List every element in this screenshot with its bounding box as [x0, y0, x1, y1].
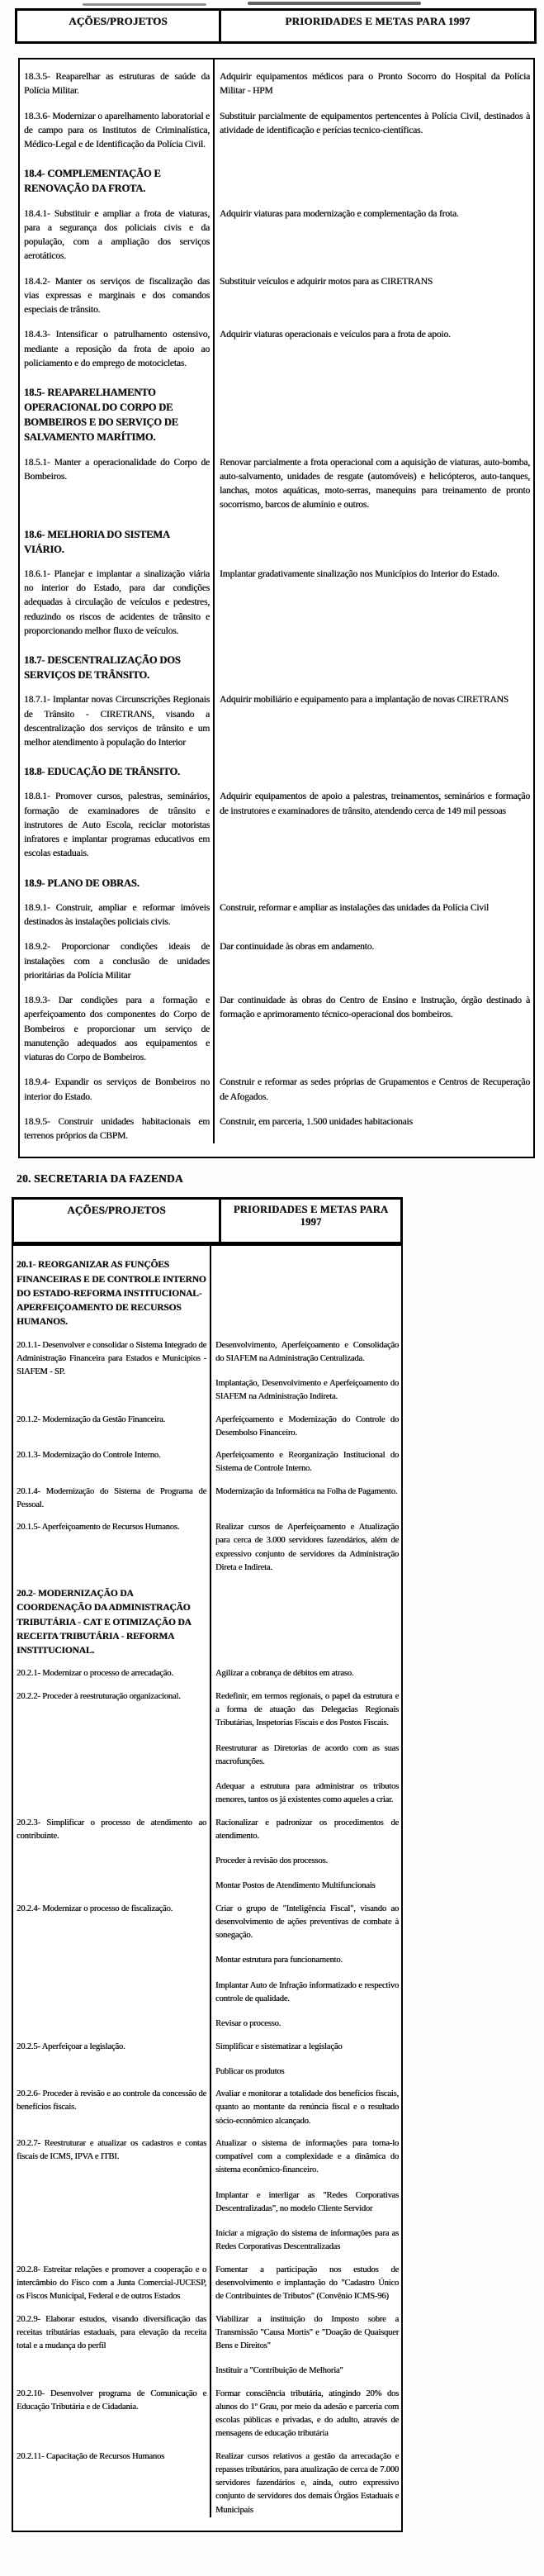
table-row — [20, 891, 533, 930]
meta-paragraph: Implantar gradativamente sinalização nos Municípios do Interior do Estado. — [220, 568, 499, 579]
table-row — [20, 317, 533, 371]
prioridade-meta-cell — [215, 371, 533, 445]
scan-artifact — [83, 3, 206, 6]
acao-projeto-cell — [20, 1065, 215, 1105]
prioridade-meta-cell — [211, 1404, 401, 1441]
acao-item-text: 18.4.3- Intensificar o patrulhamento ostensivo, mediante a reposição da frota de apoio ao policiamento e do emprego de motocicletas. — [24, 330, 210, 368]
acao-item-text: 20.1.4- Modernização do Sistema de Programa de Pessoal. — [17, 1486, 206, 1509]
prioridade-meta-cell — [215, 59, 533, 99]
acao-item-text: 20.2.5- Aperfeiçoar a legislação. — [17, 2041, 125, 2051]
table-row — [13, 1476, 401, 1513]
acao-item-text: 18.4.2- Manter os serviços de fiscalização das vias expressas e marginais e dos comandos especiais de trânsito. — [24, 276, 210, 315]
prioridade-meta-cell — [215, 983, 533, 1065]
acao-item-text: 18.6.1- Planejar e implantar a sinalização viária no interior do Estado, para dar condições adequadas à circulação de veículos e pedestres, reduzindo os riscos de acidentes de trânsito e proporcionando melhor fluxo de veículos. — [24, 568, 210, 636]
table-row — [13, 1404, 401, 1441]
table-row — [20, 152, 533, 196]
acao-projeto-cell — [20, 557, 215, 639]
meta-paragraph: Adquirir equipamentos médicos para o Pronto Socorro do Hospital da Polícia Militar - HPM — [220, 72, 530, 97]
table-row — [20, 750, 533, 779]
meta-paragraph: Implantar e interligar as "Redes Corporativas Descentralizadas", no modelo Cliente Servidor — [215, 2190, 399, 2213]
acao-projeto-cell — [20, 682, 215, 750]
acao-item-text: 20.2.3- Simplificar o processo de atendimento ao contribuinte. — [17, 1818, 206, 1841]
meta-paragraph: Simplificar e sistematizar a legislação — [215, 2041, 343, 2051]
table-row — [20, 557, 533, 639]
prioridade-meta-cell — [215, 99, 533, 153]
table-row — [13, 1894, 401, 2032]
prioridade-meta-cell — [211, 1575, 401, 1658]
meta-paragraph: Instituir a "Contribuição de Melhoria" — [215, 2366, 343, 2376]
acao-item-text: 20.1.2- Modernização da Gestão Financeira. — [17, 1414, 166, 1424]
acao-projeto-cell — [20, 891, 215, 930]
table-row — [20, 862, 533, 891]
prioridade-meta-cell — [215, 891, 533, 930]
table-row — [13, 2304, 401, 2379]
prioridade-meta-cell — [215, 557, 533, 639]
acao-item-text: 20.1.1- Desenvolver e consolidar o Sistema Integrado de Administração Financeira para Estados e Municípios - SIAFEM - SP. — [17, 1340, 206, 1377]
acao-item-text: 20.2.9- Elaborar estudos, visando diversificação das receitas tributárias estaduais, para elevação da receita total e a mudança do perfil — [17, 2314, 206, 2351]
table-row — [13, 1330, 401, 1404]
acao-section-title: 18.5- REAPARELHAMENTO OPERACIONAL DO CORPO DE BOMBEIROS E DO SERVIÇO DE SALVAMENTO MARÍTIMO. — [24, 387, 178, 444]
acao-projeto-cell — [20, 929, 215, 983]
table-row — [13, 2255, 401, 2304]
meta-paragraph: Agilizar a cobrança de débitos em atraso. — [215, 1669, 354, 1679]
prioridade-meta-cell — [215, 779, 533, 861]
acao-projeto-cell — [20, 99, 215, 153]
meta-paragraph: Implantação, Desenvolvimento e Aperfeiçoamento do SIAFEM na Administração Indireta. — [215, 1379, 399, 1402]
meta-paragraph: Adequar a estrutura para administrar os tributos menores, tantos os já existentes como aqueles a criar. — [215, 1782, 399, 1805]
meta-paragraph: Criar o grupo de "Inteligência Fiscal", visando ao desenvolvimento de ações preventivas de combate à sonegação. — [215, 1903, 399, 1941]
table-row — [20, 1105, 533, 1144]
acao-projeto-cell — [13, 1808, 211, 1894]
meta-paragraph: Atualizar o sistema de informações para torna-lo compatível com a complexidade e a dinâmica do sistema econômico-financeiro. — [215, 2138, 399, 2175]
acao-section-title: 20.1- REORGANIZAR AS FUNÇÕES FINANCEIRAS E DE CONTROLE INTERNO DO ESTADO-REFORMA INSTITUCIONAL-APERFEIÇOAMENTO DE RECURSOS HUMANOS. — [17, 1260, 206, 1328]
prioridade-meta-cell — [211, 1512, 401, 1575]
column-header-acoes-projetos: AÇÕES/PROJETOS — [17, 11, 221, 41]
section-heading-secretaria-fazenda: 20. SECRETARIA DA FAZENDA — [17, 1172, 183, 1186]
acao-projeto-cell — [13, 1894, 211, 2032]
scan-artifact — [248, 2, 421, 5]
acao-projeto-cell — [13, 1681, 211, 1808]
prioridade-meta-cell — [211, 1476, 401, 1513]
prioridade-meta-cell — [215, 197, 533, 264]
acao-projeto-cell — [20, 513, 215, 557]
meta-paragraph: Viabilizar a instituição do Imposto sobre a Transmissão "Causa Mortis" e "Doação de Quaisquer Bens e Direitos" — [215, 2314, 399, 2351]
acao-item-text: 20.2.8- Estreitar relações e promover a cooperação e o intercâmbio do Fisco com a Junta Comercial-JUCESP, os Fiscos Municipal, Federal e de outros Estados — [17, 2265, 206, 2302]
acao-item-text: 18.9.4- Expandir os serviços de Bombeiros no interior do Estado. — [24, 1077, 210, 1102]
acao-projeto-cell — [13, 1440, 211, 1476]
table-row — [13, 1512, 401, 1575]
prioridade-meta-cell — [215, 929, 533, 983]
prioridade-meta-cell — [211, 1330, 401, 1404]
acao-projeto-cell — [20, 862, 215, 891]
acao-section-title: 18.8- EDUCAÇÃO DE TRÂNSITO. — [24, 766, 180, 778]
meta-paragraph: Realizar cursos de Aperfeiçoamento e Atualização para cerca de 3.000 servidores fazendários, além de expressivo conjunto de servidores da Administração Direta e Indireta. — [215, 1523, 399, 1572]
meta-paragraph: Construir, em parceria, 1.500 unidades habitacionais — [220, 1116, 413, 1127]
meta-paragraph: Publicar os produtos — [215, 2066, 285, 2076]
meta-paragraph: Fomentar a participação nos estudos de desenvolvimento e implantação do "Cadastro Único de Contribuintes de Tributos" (Convênio ICMS-96) — [215, 2265, 399, 2302]
acao-projeto-cell — [13, 2255, 211, 2304]
meta-paragraph: Adquirir mobiliário e equipamento para a implantação de novas CIRETRANS — [220, 695, 509, 706]
acao-section-title: 18.7- DESCENTRALIZAÇÃO DOS SERVIÇOS DE TRÂNSITO. — [24, 654, 181, 682]
acao-item-text: 20.1.3- Modernização do Controle Interno. — [17, 1451, 161, 1461]
acao-item-text: 18.7.1- Implantar novas Circunscrições Regionais de Trânsito - CIRETRANS, visando a descentralização dos serviços de trânsito e um melhor atendimento à população do Interior — [24, 695, 210, 748]
table-row — [13, 1808, 401, 1894]
table-18-header-row — [15, 8, 537, 44]
acao-item-text: 18.9.5- Construir unidades habitacionais em terrenos próprios da CBPM. — [24, 1116, 210, 1141]
meta-paragraph: Desenvolvimento, Aperfeiçoamento e Consolidação do SIAFEM na Administração Centralizada. — [215, 1340, 399, 1363]
acao-projeto-cell — [13, 1330, 211, 1404]
table-acoes-20 — [12, 1197, 403, 2532]
prioridade-meta-cell — [211, 2079, 401, 2128]
table-row — [20, 929, 533, 983]
column-header-acoes-projetos: AÇÕES/PROJETOS — [14, 1200, 221, 1242]
acao-projeto-cell — [13, 2079, 211, 2128]
meta-paragraph: Dar continuidade às obras do Centro de Ensino e Instrução, órgão destinado à formação e aprimoramento técnico-operacional dos bombeiros. — [220, 996, 530, 1020]
meta-paragraph: Aperfeiçoamento e Modernização do Controle do Desembolso Financeiro. — [215, 1414, 399, 1438]
table-row — [13, 1681, 401, 1808]
acao-item-text: 18.3.6- Modernizar o aparelhamento laboratorial e de campo para os Institutos de Criminalística, Médico-Legal e de Identificação da Polícia Civil. — [24, 111, 210, 150]
meta-paragraph: Substituir veículos e adquirir motos para as CIRETRANS — [220, 276, 433, 287]
acao-item-text: 18.9.2- Proporcionar condições ideais de instalações com a conclusão de unidades prioritárias da Polícia Militar — [24, 942, 210, 981]
meta-paragraph: Dar continuidade às obras em andamento. — [220, 942, 375, 953]
acao-item-text: 18.5.1- Manter a operacionalidade do Corpo de Bombeiros. — [24, 457, 210, 482]
meta-paragraph: Avaliar e monitorar a totalidade dos benefícios fiscais, quanto ao montante da renúncia fiscal e o resultado sócio-econômico alcançado. — [215, 2089, 399, 2126]
table-row — [20, 639, 533, 682]
meta-paragraph: Realizar cursos relativos a gestão da arrecadação e repasses tributários, para atualização de cerca de 7.000 servidores fazendários e, ainda, outro expressivo conjunto de servidores dos demais Órgãos Estaduais e Municipais — [215, 2451, 399, 2515]
acao-projeto-cell — [13, 1575, 211, 1658]
prioridade-meta-cell — [211, 2304, 401, 2379]
prioridade-meta-cell — [215, 445, 533, 513]
meta-paragraph: Substituir parcialmente de equipamentos pertencentes à Polícia Civil, destinados à atividade de identificação e perícias tecnico-científicas. — [220, 111, 530, 135]
meta-paragraph: Construir, reformar e ampliar as instalações das unidades da Polícia Civil — [220, 902, 489, 913]
acao-item-text: 20.2.2- Proceder à reestruturação organizacional. — [17, 1691, 181, 1701]
acao-item-text: 20.2.11- Capacitação de Recursos Humanos — [17, 2451, 165, 2461]
acao-projeto-cell — [20, 197, 215, 264]
acao-projeto-cell — [13, 2304, 211, 2379]
table-row — [13, 2379, 401, 2441]
prioridade-meta-cell — [215, 1065, 533, 1105]
meta-paragraph: Redefinir, em termos regionais, o papel da estrutura e a forma de atuação das Delegacias Regionais Tributárias, Inspetorias Fiscais e dos Postos Fiscais. — [215, 1691, 399, 1728]
acao-section-title: 20.2- MODERNIZAÇÃO DA COORDENAÇÃO DA ADMINISTRAÇÃO TRIBUTÁRIA - CAT E OTIMIZAÇÃO DA RECEITA TRIBUTÁRIA - REFORMA INSTITUCIONAL. — [17, 1589, 192, 1656]
prioridade-meta-cell — [211, 2128, 401, 2255]
acao-item-text: 20.2.4- Modernizar o processo de fiscalização. — [17, 1903, 173, 1913]
table-18-body — [18, 58, 535, 1158]
acao-projeto-cell — [20, 779, 215, 861]
prioridade-meta-cell — [215, 317, 533, 371]
meta-paragraph: Formar consciência tributária, atingindo 20% dos alunos do 1º Grau, por meio da adesão e parceria com escolas públicas e privadas, e do adulto, através de mensagens de educação tributária — [215, 2388, 399, 2439]
column-header-prioridades-metas: PRIORIDADES E METAS PARA 1997 — [285, 15, 471, 27]
meta-paragraph: Adquirir viaturas operacionais e veículos para a frota de apoio. — [220, 330, 451, 340]
prioridade-meta-cell — [211, 1658, 401, 1680]
prioridade-meta-cell — [211, 2032, 401, 2079]
meta-paragraph: Adquirir equipamentos de apoio a palestras, treinamentos, seminários e formação de instrutores e examinadores de trânsito, atendendo cerca de 149 mil pessoas — [220, 791, 530, 816]
table-row — [13, 1440, 401, 1476]
table-row — [20, 264, 533, 318]
table-row — [13, 1246, 401, 1329]
table-row — [20, 779, 533, 861]
acao-projeto-cell — [20, 639, 215, 682]
acao-item-text: 20.1.5- Aperfeiçoamento de Recursos Humanos. — [17, 1523, 180, 1533]
acao-projeto-cell — [13, 1658, 211, 1680]
acao-projeto-cell — [20, 59, 215, 99]
acao-item-text: 18.4.1- Substituir e ampliar a frota de viaturas, para a segurança dos policiais civis e da população, com a ampliação dos serviços aerotáticos. — [24, 208, 210, 262]
table-row — [20, 371, 533, 445]
acao-item-text: 20.2.7- Reestruturar e atualizar os cadastros e contas fiscais de ICMS, IPVA e ITBI. — [17, 2138, 206, 2162]
meta-paragraph: Iniciar a migração do sistema de informações para as Redes Corporativas Descentralizadas — [215, 2229, 399, 2252]
acao-projeto-cell — [20, 264, 215, 318]
acao-projeto-cell — [13, 2441, 211, 2517]
prioridade-meta-cell — [211, 1246, 401, 1329]
meta-paragraph: Implantar Auto de Infração informatizado e respectivo controle de qualidade. — [215, 1980, 399, 2003]
acao-projeto-cell — [13, 1476, 211, 1513]
table-row — [20, 983, 533, 1065]
meta-paragraph: Modernização da Informática na Folha de Pagamento. — [215, 1486, 398, 1496]
meta-paragraph: Reestruturar as Diretorias de acordo com as suas macrofunções. — [215, 1743, 399, 1766]
table-row — [13, 2441, 401, 2517]
meta-paragraph: Racionalizar e padronizar os procedimentos de atendimento. — [215, 1818, 399, 1841]
prioridade-meta-cell — [215, 682, 533, 750]
acao-projeto-cell — [13, 2032, 211, 2079]
table-row — [20, 682, 533, 750]
acao-projeto-cell — [20, 317, 215, 371]
acao-section-title: 18.6- MELHORIA DO SISTEMA VIÁRIO. — [24, 528, 170, 555]
acao-projeto-cell — [13, 2379, 211, 2441]
prioridade-meta-cell — [211, 2441, 401, 2517]
meta-paragraph: Montar estrutura para funcionamento. — [215, 1956, 343, 1965]
prioridade-meta-cell — [215, 1105, 533, 1144]
table-row — [13, 2079, 401, 2128]
acao-projeto-cell — [13, 2128, 211, 2255]
prioridade-meta-cell — [215, 862, 533, 891]
meta-paragraph: Construir e reformar as sedes próprias de Grupamentos e Centros de Recuperação de Afogados. — [220, 1077, 530, 1102]
table-row — [20, 99, 533, 153]
prioridade-meta-cell — [211, 1808, 401, 1894]
acao-projeto-cell — [20, 1105, 215, 1144]
column-header-prioridades-metas: PRIORIDADES E METAS PARA 1997 — [233, 1204, 389, 1229]
acao-section-title: 18.4- COMPLEMENTAÇÃO E RENOVAÇÃO DA FROTA. — [24, 168, 161, 195]
acao-item-text: 18.9.1- Construir, ampliar e reformar imóveis destinados às instalações policiais civis. — [24, 902, 210, 927]
prioridade-meta-cell — [211, 1681, 401, 1808]
acao-item-text: 20.2.1- Modernizar o processo de arrecadação. — [17, 1669, 173, 1679]
acao-projeto-cell — [20, 983, 215, 1065]
prioridade-meta-cell — [215, 152, 533, 196]
prioridade-meta-cell — [211, 2255, 401, 2304]
table-acoes-18 — [15, 8, 537, 1158]
prioridade-meta-cell — [211, 2379, 401, 2441]
table-row — [20, 197, 533, 264]
acao-projeto-cell — [13, 1404, 211, 1441]
prioridade-meta-cell — [215, 750, 533, 779]
prioridade-meta-cell — [215, 264, 533, 318]
meta-paragraph: Proceder à revisão dos processos. — [215, 1856, 328, 1866]
prioridade-meta-cell — [215, 639, 533, 682]
table-row — [13, 1575, 401, 1658]
acao-section-title: 18.9- PLANO DE OBRAS. — [24, 877, 140, 889]
table-row — [20, 1065, 533, 1105]
table-row — [20, 513, 533, 557]
acao-projeto-cell — [20, 152, 215, 196]
acao-item-text: 18.8.1- Promover cursos, palestras, seminários, formação de examinadores de trânsito e instrutores de Auto Escola, reciclar motoristas infratores e implantar programas educativos em escolas estaduais. — [24, 791, 210, 859]
acao-projeto-cell — [20, 371, 215, 445]
meta-paragraph: Adquirir viaturas para modernização e complementação da frota. — [220, 208, 459, 219]
table-20-body — [12, 1244, 403, 2532]
prioridade-meta-cell — [211, 1894, 401, 2032]
table-20-header-row — [12, 1197, 403, 1244]
meta-paragraph: Renovar parcialmente a frota operacional com a aquisição de viaturas, auto-bomba, auto-salvamento, unidades de resgate (automóveis) e helicópteros, auto-tanques, lanchas, motos aquáticas, moto-serras, manequins para treinamento de pronto socorrismo, barcos de alumínio e outros. — [220, 457, 530, 511]
meta-paragraph: Revisar o processo. — [215, 2019, 281, 2029]
table-row — [20, 59, 533, 99]
prioridade-meta-cell — [211, 1440, 401, 1476]
acao-projeto-cell — [20, 750, 215, 779]
table-row — [20, 445, 533, 513]
meta-paragraph: Aperfeiçoamento e Reorganização Institucional do Sistema de Controle Interno. — [215, 1451, 399, 1474]
prioridade-meta-cell — [215, 513, 533, 557]
acao-item-text: 18.9.3- Dar condições para a formação e aperfeiçoamento dos componentes do Corpo de Bombeiros e proporcionar um serviço de manutenção adequados aos equipamentos e viaturas do Corpo de Bombeiros. — [24, 996, 210, 1062]
acao-projeto-cell — [20, 445, 215, 513]
table-row — [13, 2128, 401, 2255]
acao-item-text: 18.3.5- Reaparelhar as estruturas de saúde da Polícia Militar. — [24, 72, 210, 97]
acao-projeto-cell — [13, 1246, 211, 1329]
acao-item-text: 20.2.6- Proceder à revisão e ao controle da concessão de benefícios fiscais. — [17, 2089, 206, 2113]
table-row — [13, 1658, 401, 1680]
acao-item-text: 20.2.10- Desenvolver programa de Comunicação e Educação Tributária e de Cidadania. — [17, 2388, 206, 2412]
meta-paragraph: Montar Postos de Atendimento Multifuncionais — [215, 1881, 376, 1891]
table-row — [13, 2032, 401, 2079]
acao-projeto-cell — [13, 1512, 211, 1575]
